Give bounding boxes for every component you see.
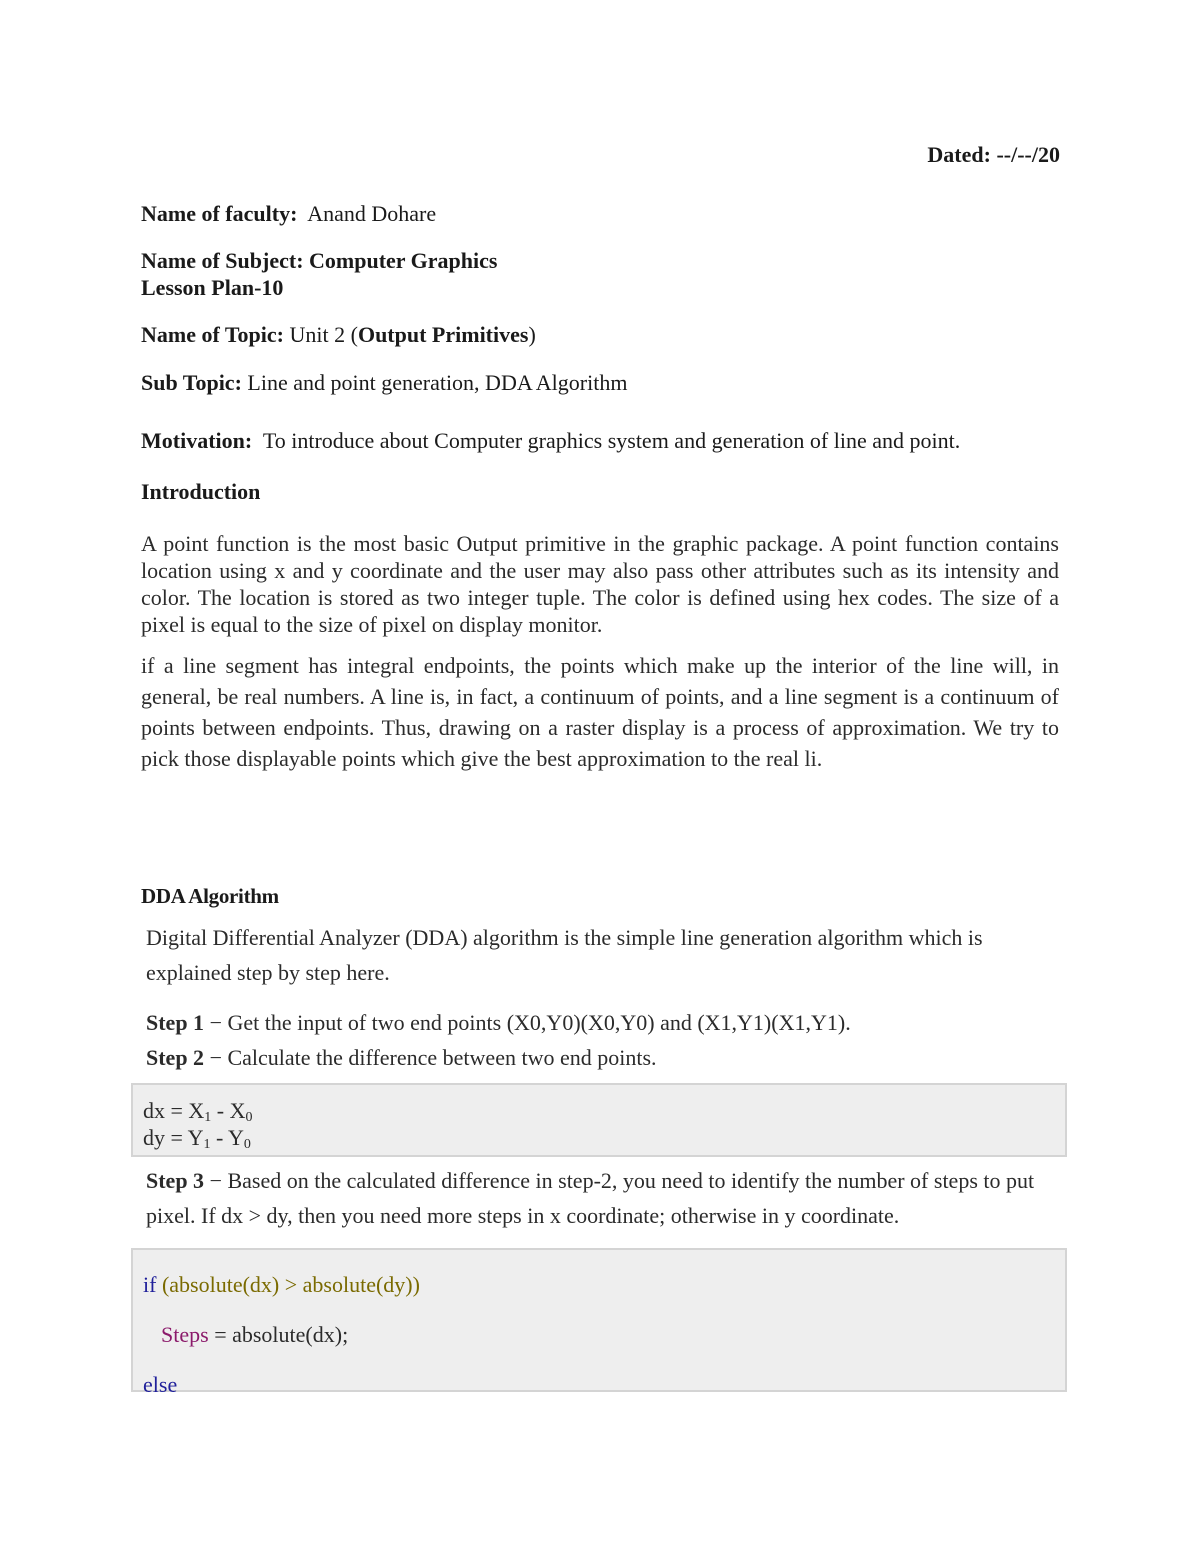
- code-if-condition: (absolute(dx) > absolute(dy)): [156, 1272, 420, 1297]
- step-3-text: − Based on the calculated difference in step-2, you need to identify the number of steps to put pixel. If dx > dy, then you need more steps in x coordinate; otherwise in y coordinate.: [146, 1168, 1035, 1228]
- code-line-steps: [143, 1310, 1065, 1360]
- lesson-plan: [141, 275, 283, 301]
- subject-label: Name of Subject:: [141, 248, 304, 273]
- step-2: [146, 1040, 1061, 1075]
- code-block-difference: [131, 1083, 1067, 1157]
- code-dx-sub2: 0: [245, 1110, 253, 1125]
- topic-value: Output Primitives: [357, 322, 529, 347]
- faculty-line: [141, 201, 436, 227]
- step-2-label: Step 2: [146, 1045, 205, 1070]
- faculty-label: Name of faculty:: [141, 201, 298, 226]
- faculty-value: Anand Dohare: [307, 201, 437, 226]
- topic-label: Name of Topic:: [141, 322, 284, 347]
- code-line-dy: [143, 1124, 1065, 1151]
- dda-heading: [141, 884, 279, 909]
- code-dx-sub1: 1: [204, 1110, 212, 1125]
- code-steps-var: Steps: [161, 1322, 209, 1347]
- topic-prefix: Unit 2 (: [289, 322, 358, 347]
- code-line-else: [143, 1360, 1065, 1410]
- introduction-paragraph-2: if a line segment has integral endpoints, the points which make up the interior of the line will, in general, be real numbers. A line is, in fact, a continuum of points, and a line segment is a continuum of points between endpoints. Thus, drawing on a raster display is a process of approximation. We try to pick those displayable points which give the best approximation to the real li.: [141, 653, 1059, 771]
- step-3-label: Step 3: [146, 1168, 205, 1193]
- code-dx-mid: - X: [211, 1098, 246, 1123]
- topic-line: [141, 322, 536, 348]
- code-dx-left: dx = X: [143, 1098, 205, 1123]
- sub-topic-label: Sub Topic:: [141, 370, 242, 395]
- motivation-line: [141, 428, 960, 454]
- subject-value: Computer Graphics: [309, 248, 498, 273]
- dda-description: Digital Differential Analyzer (DDA) algorithm is the simple line generation algorithm which is explained step by step here.: [146, 925, 983, 985]
- step-1-label: Step 1: [146, 1010, 205, 1035]
- introduction-paragraph-1: A point function is the most basic Output primitive in the graphic package. A point function contains location using x and y coordinate and the user may also pass other attributes such as its intensity and color. The location is stored as two integer tuple. The color is defined using hex codes. The size of a pixel is equal to the size of pixel on display monitor.: [141, 531, 1059, 637]
- topic-suffix: ): [528, 322, 536, 347]
- motivation-value: To introduce about Computer graphics system and generation of line and point.: [262, 428, 961, 453]
- introduction-heading-text: Introduction: [141, 479, 261, 504]
- dated-value: --/--/20: [996, 142, 1060, 167]
- sub-topic-line: [141, 370, 627, 396]
- step-1-text: − Get the input of two end points (X0,Y0)(X0,Y0) and (X1,Y1)(X1,Y1).: [204, 1010, 851, 1035]
- subject-line: [141, 248, 497, 274]
- code-line-dx: [143, 1097, 1065, 1124]
- code-dy-sub2: 0: [243, 1137, 251, 1152]
- code-dy-mid: - Y: [210, 1125, 244, 1150]
- dated-line: [927, 142, 1060, 168]
- code-else-keyword: else: [143, 1372, 178, 1397]
- dated-label: Dated:: [927, 142, 991, 167]
- dda-heading-text: DDA Algorithm: [141, 884, 279, 908]
- code-steps-expr: = absolute(dx);: [208, 1322, 349, 1347]
- code-line-if: [143, 1260, 1065, 1310]
- code-dy-sub1: 1: [203, 1137, 211, 1152]
- motivation-label: Motivation:: [141, 428, 253, 453]
- code-if-keyword: if: [143, 1272, 157, 1297]
- step-2-text: − Calculate the difference between two end points.: [204, 1045, 657, 1070]
- step-1: [146, 1005, 1061, 1040]
- sub-topic-value: Line and point generation, DDA Algorithm: [247, 370, 628, 395]
- introduction-heading: [141, 479, 260, 505]
- lesson-plan-label: Lesson Plan-10: [141, 275, 284, 300]
- step-3: [146, 1163, 1061, 1233]
- code-block-steps: [131, 1248, 1067, 1397]
- code-dy-left: dy = Y: [143, 1125, 204, 1150]
